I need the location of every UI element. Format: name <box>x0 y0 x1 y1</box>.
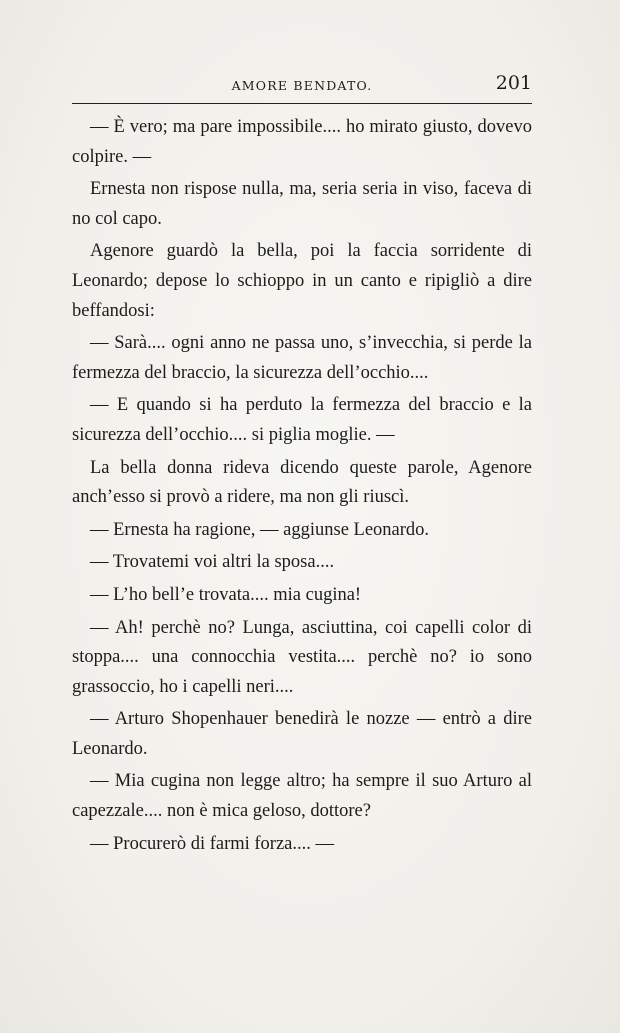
paragraph: — Ernesta ha ragione, — aggiunse Leonardo. <box>90 519 430 540</box>
paragraph: — Sarà.... ogni anno ne passa uno, s’invecchia, si perde la fermezza del braccio, la sicurezza dell’occhio.... <box>72 333 532 383</box>
running-title: AMORE BENDATO. <box>231 78 373 93</box>
paragraph: La bella donna rideva dicendo queste parole, Agenore anch’esso si provò a ridere, ma non gli riuscì. <box>72 457 532 508</box>
paragraph: Agenore guardò la bella, poi la faccia sorridente di Leonardo; depose lo schioppo in un canto e ripigliò a dire beffandosi: <box>72 241 532 321</box>
paragraph: — È vero; ma pare impossibile.... ho mirato giusto, dovevo colpire. — <box>72 117 532 167</box>
paragraph: — Ah! perchè no? Lunga, asciuttina, coi capelli color di stoppa.... una connocchia vestita.... perchè no? io sono grassoccio, ho i capelli neri.... <box>72 617 532 697</box>
paragraph: — E quando si ha perduto la fermezza del braccio e la sicurezza dell’occhio.... si piglia moglie. — <box>72 395 532 445</box>
header-rule <box>72 103 532 104</box>
paragraph: — Mia cugina non legge altro; ha sempre il suo Arturo al capezzale.... non è mica geloso, dottore? <box>72 771 532 822</box>
paragraph: — Arturo Shopenhauer benedirà le nozze — entrò a dire Leonardo. <box>72 709 532 759</box>
page-number: 201 <box>495 72 532 94</box>
paragraph: Ernesta non rispose nulla, ma, seria seria in viso, faceva di no col capo. <box>72 179 532 229</box>
running-head <box>72 70 532 98</box>
paragraph: — Procurerò di farmi forza.... — <box>90 833 335 854</box>
paragraph: — L’ho bell’e trovata.... mia cugina! <box>90 584 362 605</box>
body-text <box>72 113 532 862</box>
paragraph: — Trovatemi voi altri la sposa.... <box>90 552 335 573</box>
